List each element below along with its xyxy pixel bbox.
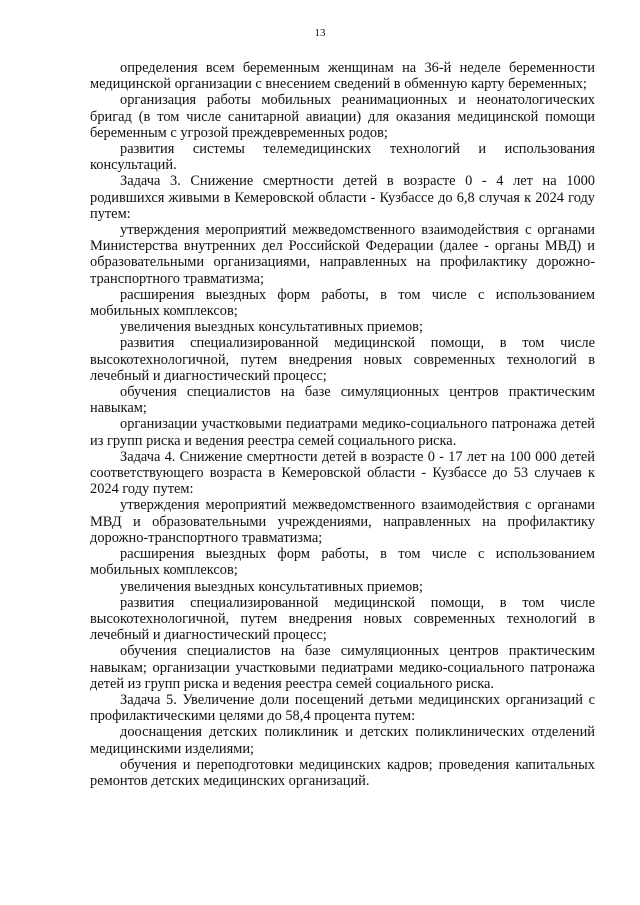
paragraph: развития специализированной медицинской помощи, в том числе высокотехнологичной, путем внедрения новых современных технологий в лечебный и диагностический процесс;: [90, 335, 595, 384]
paragraph: увеличения выездных консультативных приемов;: [120, 319, 423, 336]
paragraph: развития специализированной медицинской помощи, в том числе высокотехнологичной, путем внедрения новых современных технологий в лечебный и диагностический процесс;: [90, 594, 595, 644]
paragraph: определения всем беременным женщинам на 36-й неделе беременности медицинской организации с внесением сведений в обменную карту беременных;: [90, 60, 595, 93]
page-number: 13: [314, 27, 326, 39]
paragraph: утверждения мероприятий межведомственного взаимодействия с органами МВД и образовательными учреждениями, направленных на профилактику дорожно-транспортного травматизма;: [90, 497, 595, 546]
paragraph: дооснащения детских поликлиник и детских поликлинических отделений медицинскими изделиями;: [90, 724, 595, 757]
paragraph: обучения и переподготовки медицинских кадров; проведения капитальных ремонтов детских медицинских организаций.: [90, 756, 595, 789]
document-body: [90, 60, 595, 789]
paragraph: обучения специалистов на базе симуляционных центров практическим навыкам;: [90, 384, 595, 417]
paragraph: Задача 5. Увеличение доли посещений детьми медицинских организаций с профилактическими целями до 58,4 процента путем:: [90, 691, 595, 725]
paragraph: организации участковыми педиатрами медико-социального патронажа детей из групп риска и ведения реестра семей социального риска.: [90, 416, 595, 449]
paragraph: расширения выездных форм работы, в том числе с использованием мобильных комплексов;: [90, 546, 595, 579]
paragraph: обучения специалистов на базе симуляционных центров практическим навыкам; организации участковыми педиатрами медико-социального патронажа детей из групп риска и ведения реестра семей социального риска.: [90, 643, 595, 692]
paragraph: расширения выездных форм работы, в том числе с использованием мобильных комплексов;: [90, 286, 595, 320]
paragraph: Задача 3. Снижение смертности детей в возрасте 0 - 4 лет на 1000 родившихся живыми в Кемеровской области - Кузбассе до 6,8 случая к 2024 году путем:: [90, 173, 595, 222]
paragraph: утверждения мероприятий межведомственного взаимодействия с органами Министерства внутренних дел Российской Федерации (далее - органы МВД) и образовательными организациями, направленных на профилактику дорожно-транспортного травматизма;: [90, 222, 595, 287]
paragraph: организация работы мобильных реанимационных и неонатологических бригад (в том числе санитарной авиации) для оказания медицинской помощи беременным с угрозой преждевременных родов;: [90, 92, 595, 141]
paragraph: развития системы телемедицинских технологий и использования консультаций.: [90, 141, 595, 174]
paragraph: увеличения выездных консультативных приемов;: [120, 578, 423, 595]
paragraph: Задача 4. Снижение смертности детей в возрасте 0 - 17 лет на 100 000 детей соответствующего возраста в Кемеровской области - Кузбассе до 53 случаев к 2024 году путем:: [90, 448, 595, 498]
